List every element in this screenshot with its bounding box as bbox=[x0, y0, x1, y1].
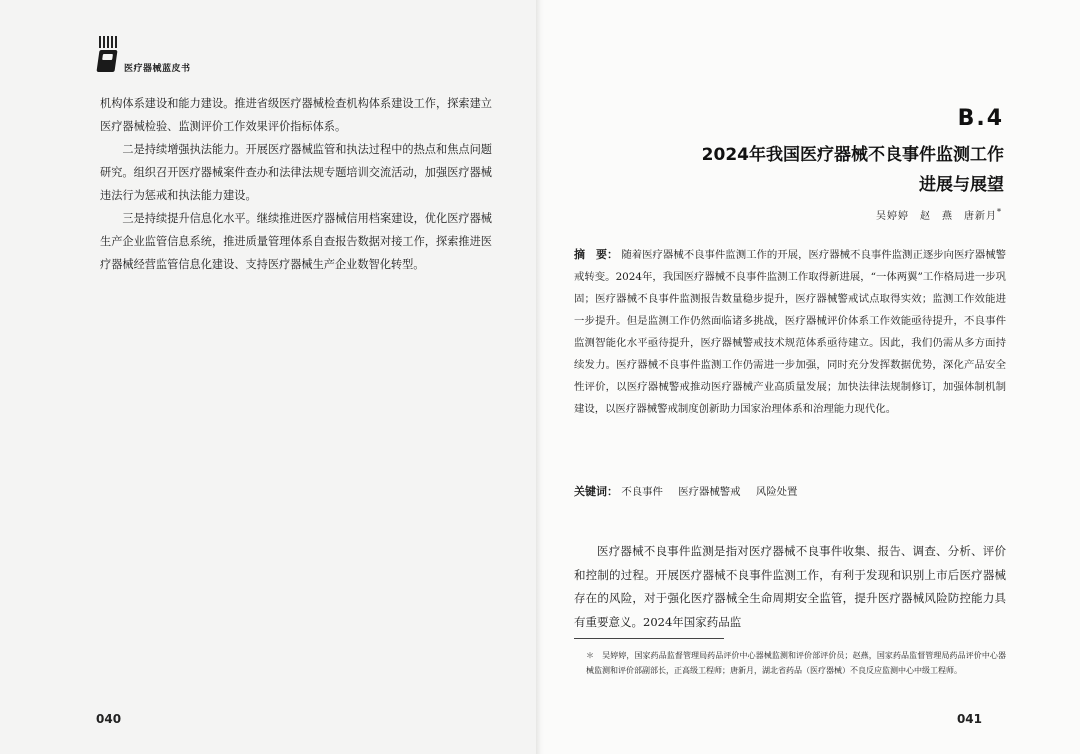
book-gutter bbox=[536, 0, 544, 754]
page-number-left: 040 bbox=[96, 712, 122, 726]
keywords bbox=[574, 482, 1006, 502]
chapter-title bbox=[564, 140, 1004, 200]
paragraph: 医疗器械不良事件监测是指对医疗器械不良事件收集、报告、调查、分析、评价和控制的过程。开展医疗器械不良事件监测工作，有利于发现和识别上市后医疗器械存在的风险，对于强化医疗器械全生命周期安全监管，提升医疗器械风险防控能力具有重要意义。2024年国家药品监 bbox=[574, 544, 1006, 629]
author-footnote-mark: * bbox=[997, 207, 1002, 217]
keyword: 不良事件 bbox=[621, 486, 663, 498]
abstract-text: 随着医疗器械不良事件监测工作的开展，医疗器械不良事件监测正逐步向医疗器械警戒转变。2024年，我国医疗器械不良事件监测工作取得新进展，“一体两翼”工作格局进一步巩固；医疗器械不良事件监测报告数量稳步提升，医疗器械警戒试点取得实效；监测工作效能进一步提升。但是监测工作仍然面临诸多挑战，医疗器械评价体系工作效能亟待提升，不良事件监测智能化水平亟待提升，医疗器械警戒技术规范体系亟待建立。因此，我们仍需从多方面持续发力。医疗器械不良事件监测工作仍需进一步加强，同时充分发挥数据优势，深化产品安全性评价，以医疗器械警戒推动医疗器械产业高质量发展；加快法律法规制修订，加强体制机制建设，以医疗器械警戒制度创新助力国家治理体系和治理能力现代化。 bbox=[574, 249, 1006, 415]
main-text bbox=[574, 540, 1006, 634]
paragraph: 机构体系建设和能力建设。推进省级医疗器械检查机构体系建设工作，探索建立医疗器械检验、监测评价工作效果评价指标体系。 bbox=[100, 97, 492, 133]
chapter-title-line: 进展与展望 bbox=[919, 175, 1004, 195]
right-page bbox=[540, 0, 1080, 754]
running-header bbox=[96, 36, 191, 76]
footnote-divider bbox=[574, 638, 724, 639]
running-title: 医疗器械蓝皮书 bbox=[124, 64, 191, 74]
chapter-title-line: 2024年我国医疗器械不良事件监测工作 bbox=[701, 145, 1004, 165]
footnote: ＊ 吴婷婷，国家药品监督管理局药品评价中心器械监测和评价部评价员；赵燕，国家药品监督管理局药品评价中心器械监测和评价部副部长，正高级工程师；唐新月，湖北省药品（医疗器械）不良反应监测中心中级工程师。 bbox=[586, 651, 1006, 675]
book-series-logo bbox=[96, 36, 118, 76]
keyword: 风险处置 bbox=[755, 486, 798, 498]
keyword: 医疗器械警戒 bbox=[678, 486, 741, 498]
abstract-label: 摘 要： bbox=[574, 248, 619, 261]
author-names: 吴婷婷 赵 燕 唐新月 bbox=[876, 211, 997, 222]
abstract bbox=[574, 244, 1006, 420]
keywords-label: 关键词： bbox=[574, 485, 618, 498]
paragraph: 二是持续增强执法能力。开展医疗器械监管和执法过程中的热点和焦点问题研究。组织召开医疗器械案件查办和法律法规专题培训交流活动，加强医疗器械违法行为惩戒和执法能力建设。 bbox=[100, 143, 492, 202]
authors bbox=[876, 207, 1002, 222]
left-body-text bbox=[100, 92, 492, 276]
page-number-right: 041 bbox=[956, 712, 982, 726]
chapter-number: B.4 bbox=[957, 106, 1004, 131]
paragraph: 三是持续提升信息化水平。继续推进医疗器械信用档案建设，优化医疗器械生产企业监管信息系统，推进质量管理体系自查报告数据对接工作，探索推进医疗器械经营监管信息化建设、支持医疗器械生产企业数智化转型。 bbox=[100, 212, 492, 271]
